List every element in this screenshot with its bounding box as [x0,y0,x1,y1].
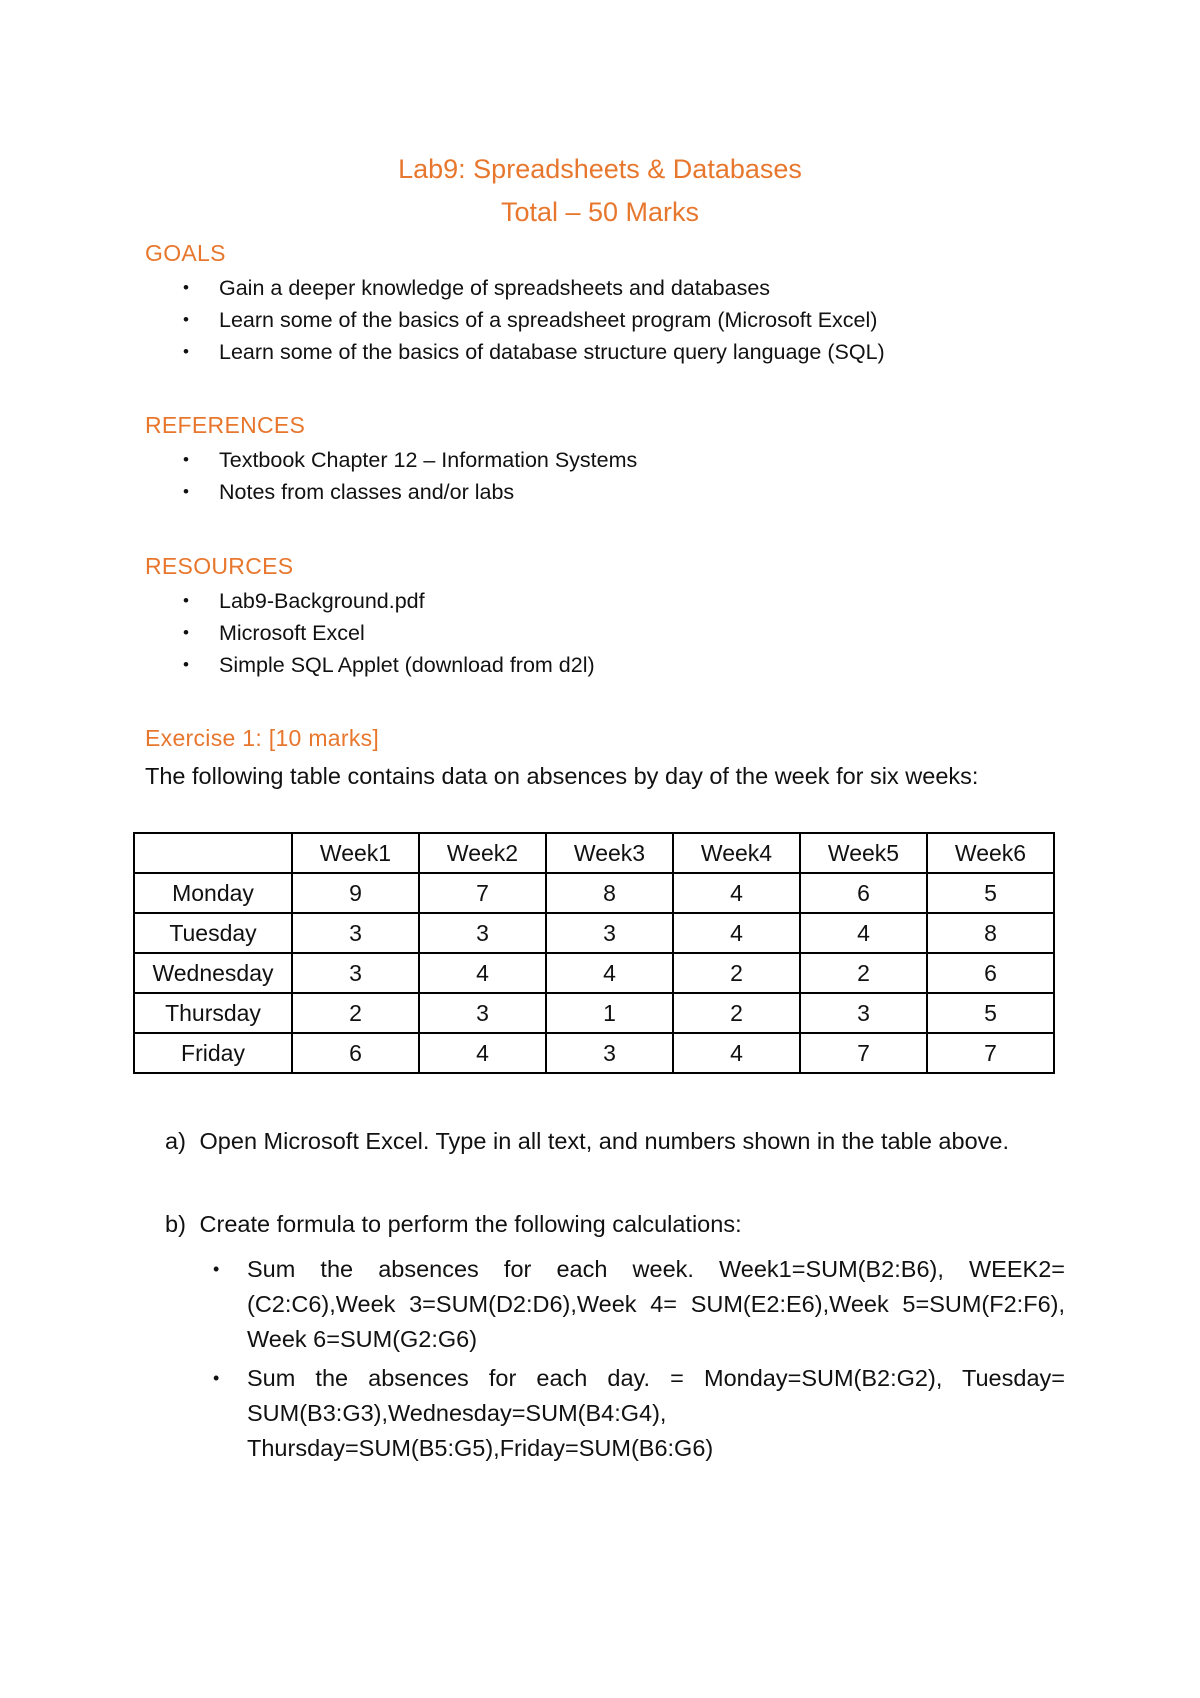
table-row [134,873,1054,913]
table-cell: Wednesday [134,953,292,993]
step-marker: a) [165,1128,186,1154]
list-item: • Notes from classes and/or labs [145,476,637,508]
table-cell: 4 [673,873,800,913]
table-cell: 7 [800,1033,927,1073]
list-item: • Gain a deeper knowledge of spreadsheets and databases [145,272,885,304]
step-b [165,1207,1057,1241]
table-cell: 3 [546,1033,673,1073]
exercise1-heading: Exercise 1: [10 marks] [145,725,380,751]
table-cell: 3 [292,913,419,953]
goals-list [145,272,885,368]
table-cell: Monday [134,873,292,913]
table-cell: 4 [419,953,546,993]
table-header-cell [134,833,292,873]
document-subtitle: Total – 50 Marks [500,197,700,227]
table-cell: 6 [292,1033,419,1073]
resources-heading: RESOURCES [145,553,294,579]
list-item: • Textbook Chapter 12 – Information Systems [145,444,637,476]
absences-table [133,832,1055,1074]
table-cell: 5 [927,873,1054,913]
table-header-cell: Week3 [546,833,673,873]
references-heading: REFERENCES [145,412,306,438]
table-cell: 3 [292,953,419,993]
list-item: • Lab9-Background.pdf [145,585,595,617]
table-row [134,1033,1054,1073]
goals-heading: GOALS [145,240,226,266]
document-title: Lab9: Spreadsheets & Databases [398,154,802,184]
table-cell: 3 [419,993,546,1033]
table-cell: 4 [673,913,800,953]
table-cell: Friday [134,1033,292,1073]
references-list [145,444,637,508]
table-cell: 2 [800,953,927,993]
table-header-cell: Week4 [673,833,800,873]
resources-list [145,585,595,681]
table-row [134,953,1054,993]
table-cell: 3 [419,913,546,953]
step-text: Create formula to perform the following calculations: [199,1211,742,1237]
list-item: • Learn some of the basics of a spreadsheet program (Microsoft Excel) [145,304,885,336]
list-item: • Sum the absences for each day. = Monday=SUM(B2:G2), Tuesday= SUM(B3:G3),Wednesday=SUM(B4:G4), Thursday=SUM(B5:G5),Friday=SUM(B6:G6) [210,1361,1065,1466]
table-header-cell: Week1 [292,833,419,873]
table-cell: 4 [800,913,927,953]
calculation-list [210,1252,1065,1470]
table-cell: 8 [927,913,1054,953]
table-cell: 9 [292,873,419,913]
table-cell: 8 [546,873,673,913]
table-cell: 2 [673,953,800,993]
table-row [134,993,1054,1033]
table-cell: Thursday [134,993,292,1033]
table-cell: 7 [927,1033,1054,1073]
list-item: • Learn some of the basics of database structure query language (SQL) [145,336,885,368]
exercise1-intro: The following table contains data on absences by day of the week for six weeks: [145,763,979,789]
table-header-row [134,833,1054,873]
table-cell: 2 [292,993,419,1033]
table-cell: 1 [546,993,673,1033]
step-marker: b) [165,1211,186,1237]
table-cell: Tuesday [134,913,292,953]
step-text: Open Microsoft Excel. Type in all text, and numbers shown in the table above. [199,1128,1009,1154]
table-cell: 3 [800,993,927,1033]
list-item: • Microsoft Excel [145,617,595,649]
table-row [134,913,1054,953]
table-cell: 4 [673,1033,800,1073]
list-item: • Simple SQL Applet (download from d2l) [145,649,595,681]
table-cell: 3 [546,913,673,953]
table-cell: 6 [927,953,1054,993]
table-header-cell: Week5 [800,833,927,873]
table-cell: 7 [419,873,546,913]
table-cell: 4 [419,1033,546,1073]
step-a [165,1124,1057,1158]
table-cell: 4 [546,953,673,993]
table-cell: 5 [927,993,1054,1033]
table-cell: 2 [673,993,800,1033]
list-item: • Sum the absences for each week. Week1=SUM(B2:B6), WEEK2=(C2:C6),Week 3=SUM(D2:D6),Week 4= SUM(E2:E6),Week 5=SUM(F2:F6), Week 6=SUM(G2:G6) [210,1252,1065,1357]
table-header-cell: Week2 [419,833,546,873]
table-header-cell: Week6 [927,833,1054,873]
table-cell: 6 [800,873,927,913]
